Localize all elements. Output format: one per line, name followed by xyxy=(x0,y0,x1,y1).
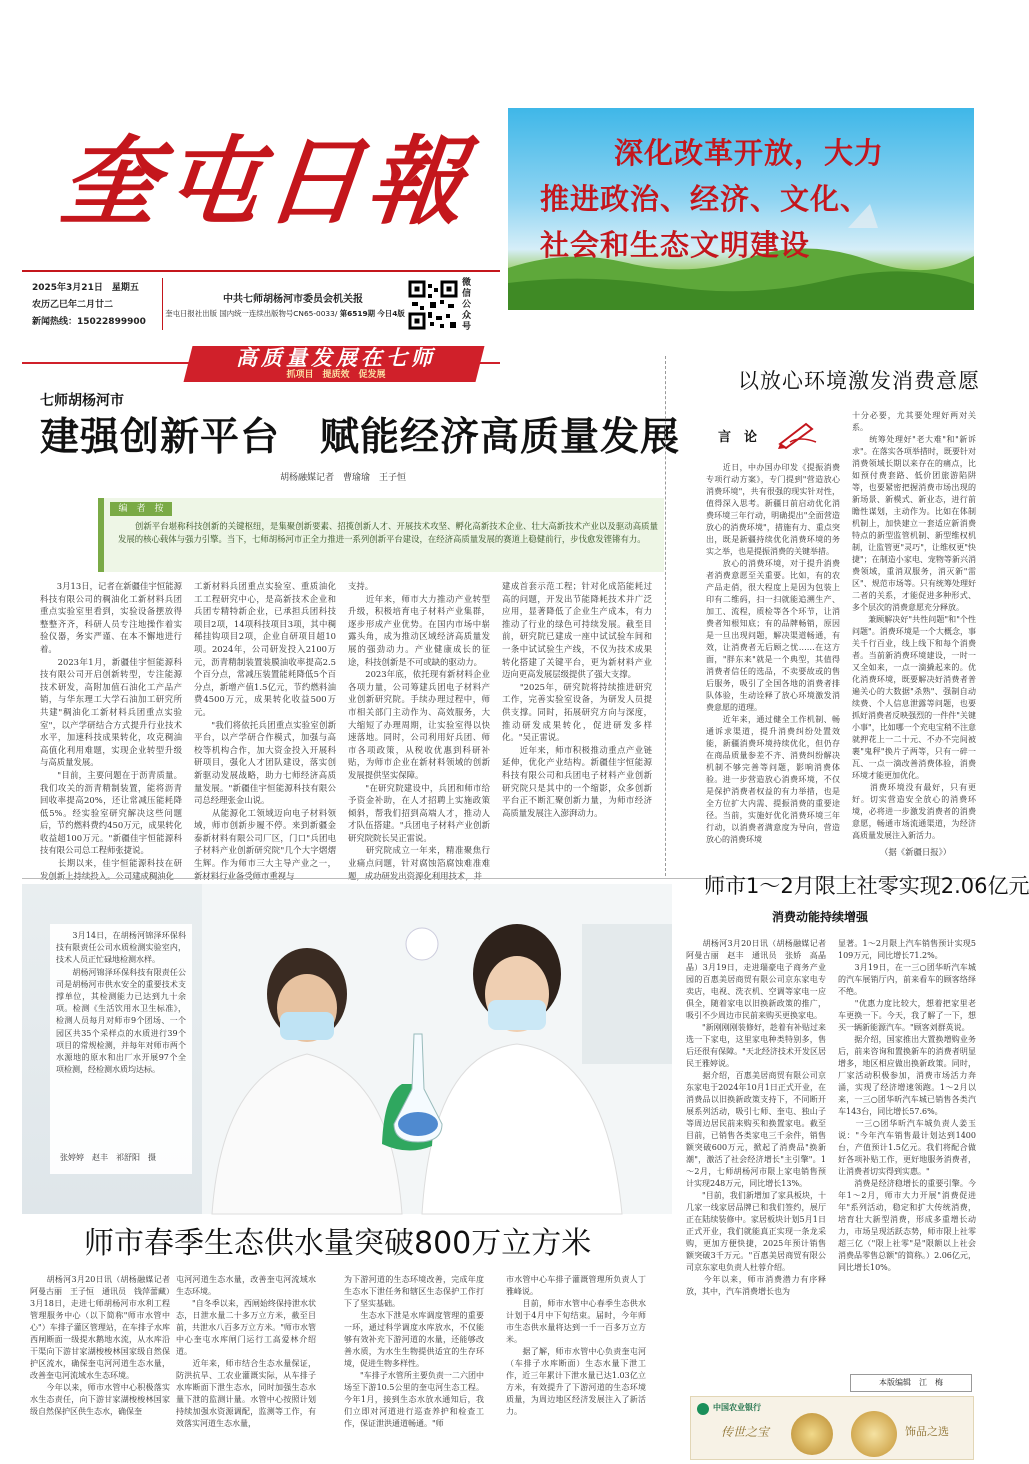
opinion-source: （据《新疆日报》） xyxy=(880,847,952,857)
pages-label: 今日4版 xyxy=(377,309,405,318)
retail-editor-label: 本版编辑 江 梅 xyxy=(879,1378,943,1387)
issn-label: 国内统一连续出版物号CN65-0033/ xyxy=(219,309,338,318)
bank-name: 中国农业银行 xyxy=(713,1403,761,1412)
lead-column-2: 工新材料兵团重点实验室、重质油化工工程研究中心，是高新技术企业和兵团专精特新企业，已承担兵团科技项目2项，14项科技项目3项，其中稠稀挂钩项目2项，企业自研项目超10项。2024年，公司研发投入2100万元，沥青精制装置装膜油收率提高2.5个百分点，常减压装置能耗降低5个百分点，新增产值1.5亿元，节约燃料油费4500万元，成果转化收益500万元。 "我们将依托兵团重点实验室创新平台，以产学研合作模式，加强与高校等机构合作，加大资金投入开展科研项目，强化人才团队建设，落实创新驱动发展战略，助力七师经济高质量发展。"新疆佳宇恒能源科技有限公司总经理张金山说。 从能源化工领域迈向电子材料领域，师市创新步履不停。来到新疆金泰新材料有限公司厂区，门口"兵团电子材料产业创新研究院"几个大字熠熠生辉。作为师市三大主导产业之一，新材料行业备受师市重视与 xyxy=(194,581,336,881)
masthead-divider xyxy=(162,278,163,330)
ad-product-text: 传世之宝 xyxy=(721,1425,770,1439)
banner-line-1: 深化改革开放，大力 xyxy=(614,136,885,170)
masthead-hotline: 新闻热线：15022899900 xyxy=(32,317,146,327)
water-headline: 师市春季生态供水量突破800万立方米 xyxy=(84,1226,592,1261)
retail-column-2: 显著。1～2月限上汽车销售预计实现5109万元，同比增长71.2%。 3月19日，在一三○团华昕汽车城的汽车展销厅内，前来看车的顾客络绎不绝。 "优惠力度比较大，想着把家里老车更换一下。今天，我了解了一下，想买一辆新能源汽车。"顾客刘群英说。 据介绍，国家推出大置换增购业务后，前来咨询和置换新车的消费者明显增多，地区相应做出换新政策。同时，厂家活动积极参加，消费市场活力奔涌，实现了经济增速领跑。1～2月以来，一三○团华昕汽车城已销售各类汽车143台，同比增长57.6%。 一三○团华昕汽车城负责人姜玉说："今年汽车销售最计划达到1400台，产值预计1.5亿元。我们将配合做好各项补贴工作，更好地服务消费者，让消费者切实得到实惠。" 消费是经济稳增长的重要引擎。今年1～2月，师市大力开展"消费促进年"系列活动，稳定和扩大传统消费，培育壮大新型消费，形成多重增长动力，市场呈现活跃态势，师市限上社零超三亿（"限上社零"是"限额以上社会消费品零售总额"的简称。）2.06亿元，同比增长10%。 xyxy=(838,939,976,1272)
bank-logo-icon xyxy=(697,1403,709,1415)
retail-headline: 师市1～2月限上社零实现2.06亿元 xyxy=(704,874,1029,898)
ad-medal-right xyxy=(851,1411,897,1457)
opinion-label: 言 论 xyxy=(718,430,758,445)
qr-code xyxy=(408,280,458,330)
date-block xyxy=(32,280,172,331)
bank-ad xyxy=(690,1396,974,1460)
opinion-column-1: 近日，中办国办印发《提振消费专项行动方案》，专门提到"营造放心消费环境"，共有很强的现实针对性，值得深入思考。新疆日前启动优化消费环境三年行动，明确提出"全面营造放心的消费环境"，措施有力、重点突出，既是新疆持续优化消费环境的务实之举，也是提振消费的关键举措。 放心的消费环境，对于提升消费者消费意愿至关重要。比如，有的农产品走俏，很大程度上是因为包装上印有二维码，扫一扫就能追溯生产、加工、流程，质检等各个环节，让消费者知根知底；有的品牌畅销，原因是一旦出现问题，解决渠道畅通，有效，让消费者无后顾之忧……在这方面，"胖东来"就是一个典型，其值得消费者信任的选品，不卖要故或的售后服务，吸引了全国各地的消费者排队体验，生动诠释了放心环境激发消费意愿的道理。 近年来，通过健全工作机制、畅通诉求渠道，提升消费纠纷处置效能，新疆消费环境持续优化，但仍存在商品质量参差不齐、消费纠纷解决机制不够完善等问题，影响消费体验。进一步营造放心消费环境，不仅是保护消费者权益的有力举措，也是全方位扩大内需、提振消费的重要途径。当前，实施好优化消费环境三年行动，以消费者满意度为导向，营造放心的消费环境 xyxy=(706,463,840,844)
ad-product-text-2: 饰品之选 xyxy=(905,1425,949,1438)
photo-caption: 3月14日，在胡杨河锦泽环保科技有限责任公司水质检测实验室内，技术人员正忙碌地检测水样。 胡杨河锦泽环保科技有限责任公司是胡杨河市供水安全的重要技术支撑单位，其检测能力已达到九十余项。检测《生活饮用水卫生标准》，检测人员每月对师市9个团场、一个园区共35个采样点的水质进行39个项目的常规检测，并每年对师市两个水源地的原水和出厂水开展97个全项检测，经检测水质均达标。 xyxy=(56,931,186,1075)
photo-credit: 张婷婷 赵丰 祁舒阳 摄 xyxy=(60,1153,156,1162)
retail-column-1: 胡杨河3月20日讯（胡杨融媒记者 阿曼古丽 赵丰 通讯员 张娇 高晶晶）3月19日，走进瑞豪电子商务产业园的百惠美居商贸有限公司京东家电专卖店，电视、洗衣机、空调等家电一应俱全，随着家电以旧换新政策的推广，吸引不少周边市民前来购买更换家电。 "新刚刚刚装修好，趁着有补贴过来选一下家电，这里家电种类特别多，售后还很有保障。"天北经济技术开发区居民王雅婷说。 据介绍，百惠美居商贸有限公司京东家电于2024年10月1日正式开业，在消费品以旧换新政策支持下，不同断开展系列活动，吸引七师、奎屯、独山子等周边居民前来购买和换置家电。截至目前，已销售各类家电三千余件，销售额突破600万元，掀起了消费品"换新潮"，激活了社会经济增长"主引擎"。1～2月，七师胡杨河市限上家电销售预计实现248万元，同比增长13%。 "目前，我们新增加了家具板块，十几家一线家居品牌已和我们签约，展厅正在陆续装修中。家居板块计划5月1日正式开业，我们就能真正实现一条龙采购，更加方便快捷，2025年预计销售额突破3千万元。"百惠美居商贸有限公司京东家电负责人杜蓉介绍。 今年以来，师市消费潜力有序释放，其中，汽车消费增长也为 xyxy=(686,939,826,1296)
opinion-column-2: 十分必要，尤其要处理好两对关系。 统筹处理好"老大难"和"新诉求"。在落实各项举措时，既要针对消费领域长期以来存在的痛点，比如预付费套路、低价团旅游陷阱等，也要紧密把握消费市场出现的新场景、新模式、新业态，进行前瞻性谋划，主动作为。比如在体制机制上，加快建立一套适应新消费特点的新型监管机制、新型维权机制，让监管更"灵巧"，让维权更"快捷"；在制造小家电、宠物等新兴消费领域，重消双服务，消灭新"雷区"、规范市场等。只有统筹处理好二者的关系，才能促进多种形式、多个层次的消费意愿充分释放。 兼顾解决好"共性问题"和"个性问题"。消费环境是一个大概念，事关千行百业，线上线下和每个消费者。当前新消费环境建设，一时一又全如来，一点一滴撬起来的。优化消费环境，既要解决好消费者普遍关心的大数据"杀熟"、强制自动续费、个人信息泄露等问题，也要抓好消费者反映强烈的一件件"关键小事"，比如哪一个充电宝稍不注意就押花上一二十元、不办不完间被裹"鬼秤"换片子两等，只有一碎一瓦、一点一滴改善消费体验，消费环境才能更加优化。 消费环境没有最好，只有更好。切实营造安全放心的消费环境，必将进一步激发消费者的消费意愿，畅通市场流通渠道，为经济高质量发展注入新活力。 xyxy=(852,411,976,840)
masthead xyxy=(22,100,492,336)
banner-text-box xyxy=(540,130,960,268)
lab-photo xyxy=(22,884,672,1214)
lead-kicker: 七师胡杨河市 xyxy=(40,393,124,409)
water-column-4: 市水管中心车排子灌溉管理所负责人丁雅峰说。 目前，师市水管中心春季生态供水计划于4月中下旬结束。届时，今年师市生态供水量将达到一千一百多万立方米。 据了解，师市水管中心负责奎屯河（车排子水库断面）生态水量下泄工作，近三年累计下泄水量已达1.03亿立方米，有效提升了下游河道的生态环境质量，为周边地区经济发展注入了新活力。 xyxy=(506,1275,646,1416)
editor-note-label: 编 者 按 xyxy=(110,502,172,516)
masthead-lunar: 农历乙巳年二月廿二 xyxy=(32,300,114,310)
opinion-label-box xyxy=(700,420,840,450)
ribbon-subtitle: 抓项目 提质效 促发展 xyxy=(286,370,386,380)
newspaper-logo: 奎屯日報 xyxy=(56,125,476,238)
water-column-1: 胡杨河3月20日讯（胡杨融媒记者 阿曼古丽 王子恒 通讯员 钱萍蕾藏）3月18日，走进七师胡杨河市水利工程管理服务中心（以下简称"师市水管中心"）车排子灌区管理站，在车排子水库西闸断面一级提水鹅地水流，从水库沿干渠向下游甘家湖梭梭林国家级自然保护区流水，确保奎屯河河道生态水量，改善奎屯河流域水生态环境。 今年以来，师市水管中心积极落实水生态责任，向下游甘家湖梭梭林国家级自然保护区供生态水，确保奎 xyxy=(30,1275,170,1416)
top-banner xyxy=(508,108,974,310)
retail-subhead: 消费动能持续增强 xyxy=(772,910,869,924)
masthead-rule xyxy=(22,270,500,272)
opinion-headline: 以放心环境激发消费意愿 xyxy=(738,369,980,393)
banner-line-2: 推进政治、经济、文化、 xyxy=(540,182,871,216)
masthead-sponsor: 中共七师胡杨河市委员会机关报 xyxy=(223,294,363,305)
lead-column-1: 3月13日，记者在新疆佳宇恒能源科技有限公司的稠油化工新材料兵团重点实验室里看到，实验设备摆放得整整齐齐，科研人员专注地操作着实验仪器，务实严谨、在本不懈地进行着。 2023年1月，新疆佳宇恒能源科技有限公司开启创新转型，专注能源技术研发，高附加值石油化工产品产销，与华东理工大学石油加工研究所共建"稠油化工新材料兵团重点实验室"，以产学研结合方式提升行业技术水平，加速科技成果转化，攻克稠油高值化利用难题，实现企业转型升级与高质量发展。 "目前，主要问题在于沥青质量。我们攻关的沥青精制装置，能将沥青回收率提高20%，还让常减压能耗降低5%。经实验室研究解决这些问题后，节约燃料费约450万元，成果转化收益超100万元。"新疆佳宇恒能源科技有限公司总工程师张捷说。 长期以来，佳宇恒能源科技在研发创新上持续投入。公司建成稠油化 xyxy=(40,581,182,881)
editor-note-box xyxy=(98,498,664,572)
pen-icon xyxy=(776,420,820,454)
masthead-pubinfo xyxy=(160,308,410,320)
lead-column-3: 支持。 近年来，师市大力推动产业转型升级，积极培育电子材料产业集群，逐步形成产业优势。在国内市场中崭露头角，成为推动区域经济高质量发展的强劲动力。产业健康成长的征途，科技创新是不可或缺的驱动力。 2023年底，依托现有新材料企业各项力量，公司筹建兵团电子材料产业创新研究院。手续办理过程中，师市相关部门主动作为、高效服务，大大缩短了办理周期，让实验室得以快速落地。同时，公司利用好兵团、师市各项政策，从税收优惠到科研补贴，为师市企业在新材料领域的创新发展提供坚实保障。 "在研究院建设中，兵团和师市给予资金补助，在人才招聘上实施政策倾斜，帮我们招到高端人才，推动人才队伍搭建。"兵团电子材料产业创新研究院院长吴正雷说。 研究院成立一年来，精准聚焦行业痛点问题，针对腐蚀箔腐蚀难准难题，成功研发出资源化利用技术，并 xyxy=(348,581,490,881)
column-separator xyxy=(665,356,666,876)
photo-caption-box xyxy=(50,924,192,1174)
ribbon-title: 高质量发展在七师 xyxy=(236,346,436,370)
issue-label: 第6519期 xyxy=(339,309,376,318)
ad-medal-left xyxy=(791,1413,833,1455)
publisher-label: 奎屯日报社出版 xyxy=(165,309,217,318)
banner-line-3: 社会和生态文明建设 xyxy=(540,228,811,262)
masthead-date: 2025年3月21日 星期五 xyxy=(32,283,139,293)
water-column-2: 屯河河道生态水量，改善奎屯河流域水生态环境。 "自冬季以来，西闸始终保持泄水状态，日泄水量二十多万立方米，截至目前，共泄水八百多万立方米。"师市水管中心奎屯水库闸门运行工高爱林介绍道。 近年来，师市结合生态水量保证，防洪抗旱、工农业灌溉实际，从车排子水库断面下泄生态水，同时加强生态水量下泄的监测计量。水管中心按照计划持续加强水资源调配，监测等工作，有效落实河道生态水量， xyxy=(176,1275,316,1428)
qr-label: 微信公众号 xyxy=(462,278,472,332)
lead-column-4: 建成首套示范工程；针对化成箔能耗过高的问题，开发出节能降耗技术并广泛应用，显著降低了企业生产成本，有力推动了行业的绿色可持续发展。截至目前，研究院已建成一座中试试验车间和一条中试试验生产线，不仅为技术成果转化搭建了关键平台，更为新材料产业迈向更高发展层级提供了强大支撑。 "2025年，研究院将持续推进研究工作，完善实验室设备，为研发人员提供支撑。同时，拓展研究方向与深度，推动研发成果转化，促进研发多样化。"吴正雷说。 近年来，师市积极推动重点产业链延伸，优化产业结构。新疆佳宇恒能源科技有限公司和兵团电子材料产业创新研究院只是其中的一个缩影，众多创新平台正不断汇聚创新力量，为师市经济高质量发展注入澎湃动力。 xyxy=(502,581,652,818)
lead-headline: 建强创新平台 赋能经济高质量发展 xyxy=(40,415,681,460)
water-column-3: 为下游河道的生态环境改善，完成年度生态水下泄任务和辖区生态保护工作打下了坚实基础。 生态水下泄是水库调度管理的重要一环，通过科学调度水库放水，不仅能够有效补充下游河道的水量，还能够改善水质，为水生生物提供适宜的生存环境，促进生物多样性。 "车排子水管所主要负责一二六团中场至下游10.5公里的奎屯河生态工程。今年1月，接到生态水放水通知后，我们立即对河道进行巡查养护和检查工作，保证泄洪通道畅通。"师 xyxy=(344,1275,484,1428)
lead-byline: 胡杨融媒记者 曹瑜瑜 王子恒 xyxy=(280,473,407,483)
retail-editor xyxy=(850,1374,972,1392)
section-ribbon xyxy=(22,344,500,384)
editor-note-text: 创新平台堪称科技创新的关键枢纽，是集聚创新要素、招揽创新人才、开展技术攻坚、孵化高新技术企业、壮大高新技术产业以及驱动高质量发展的核心载体与强力引擎。当下，七师胡杨河市正全力推进一系列创新平台建设，在经济高质量发展的赛道上稳健前行，步伐愈发铿锵有力。 xyxy=(118,521,658,545)
